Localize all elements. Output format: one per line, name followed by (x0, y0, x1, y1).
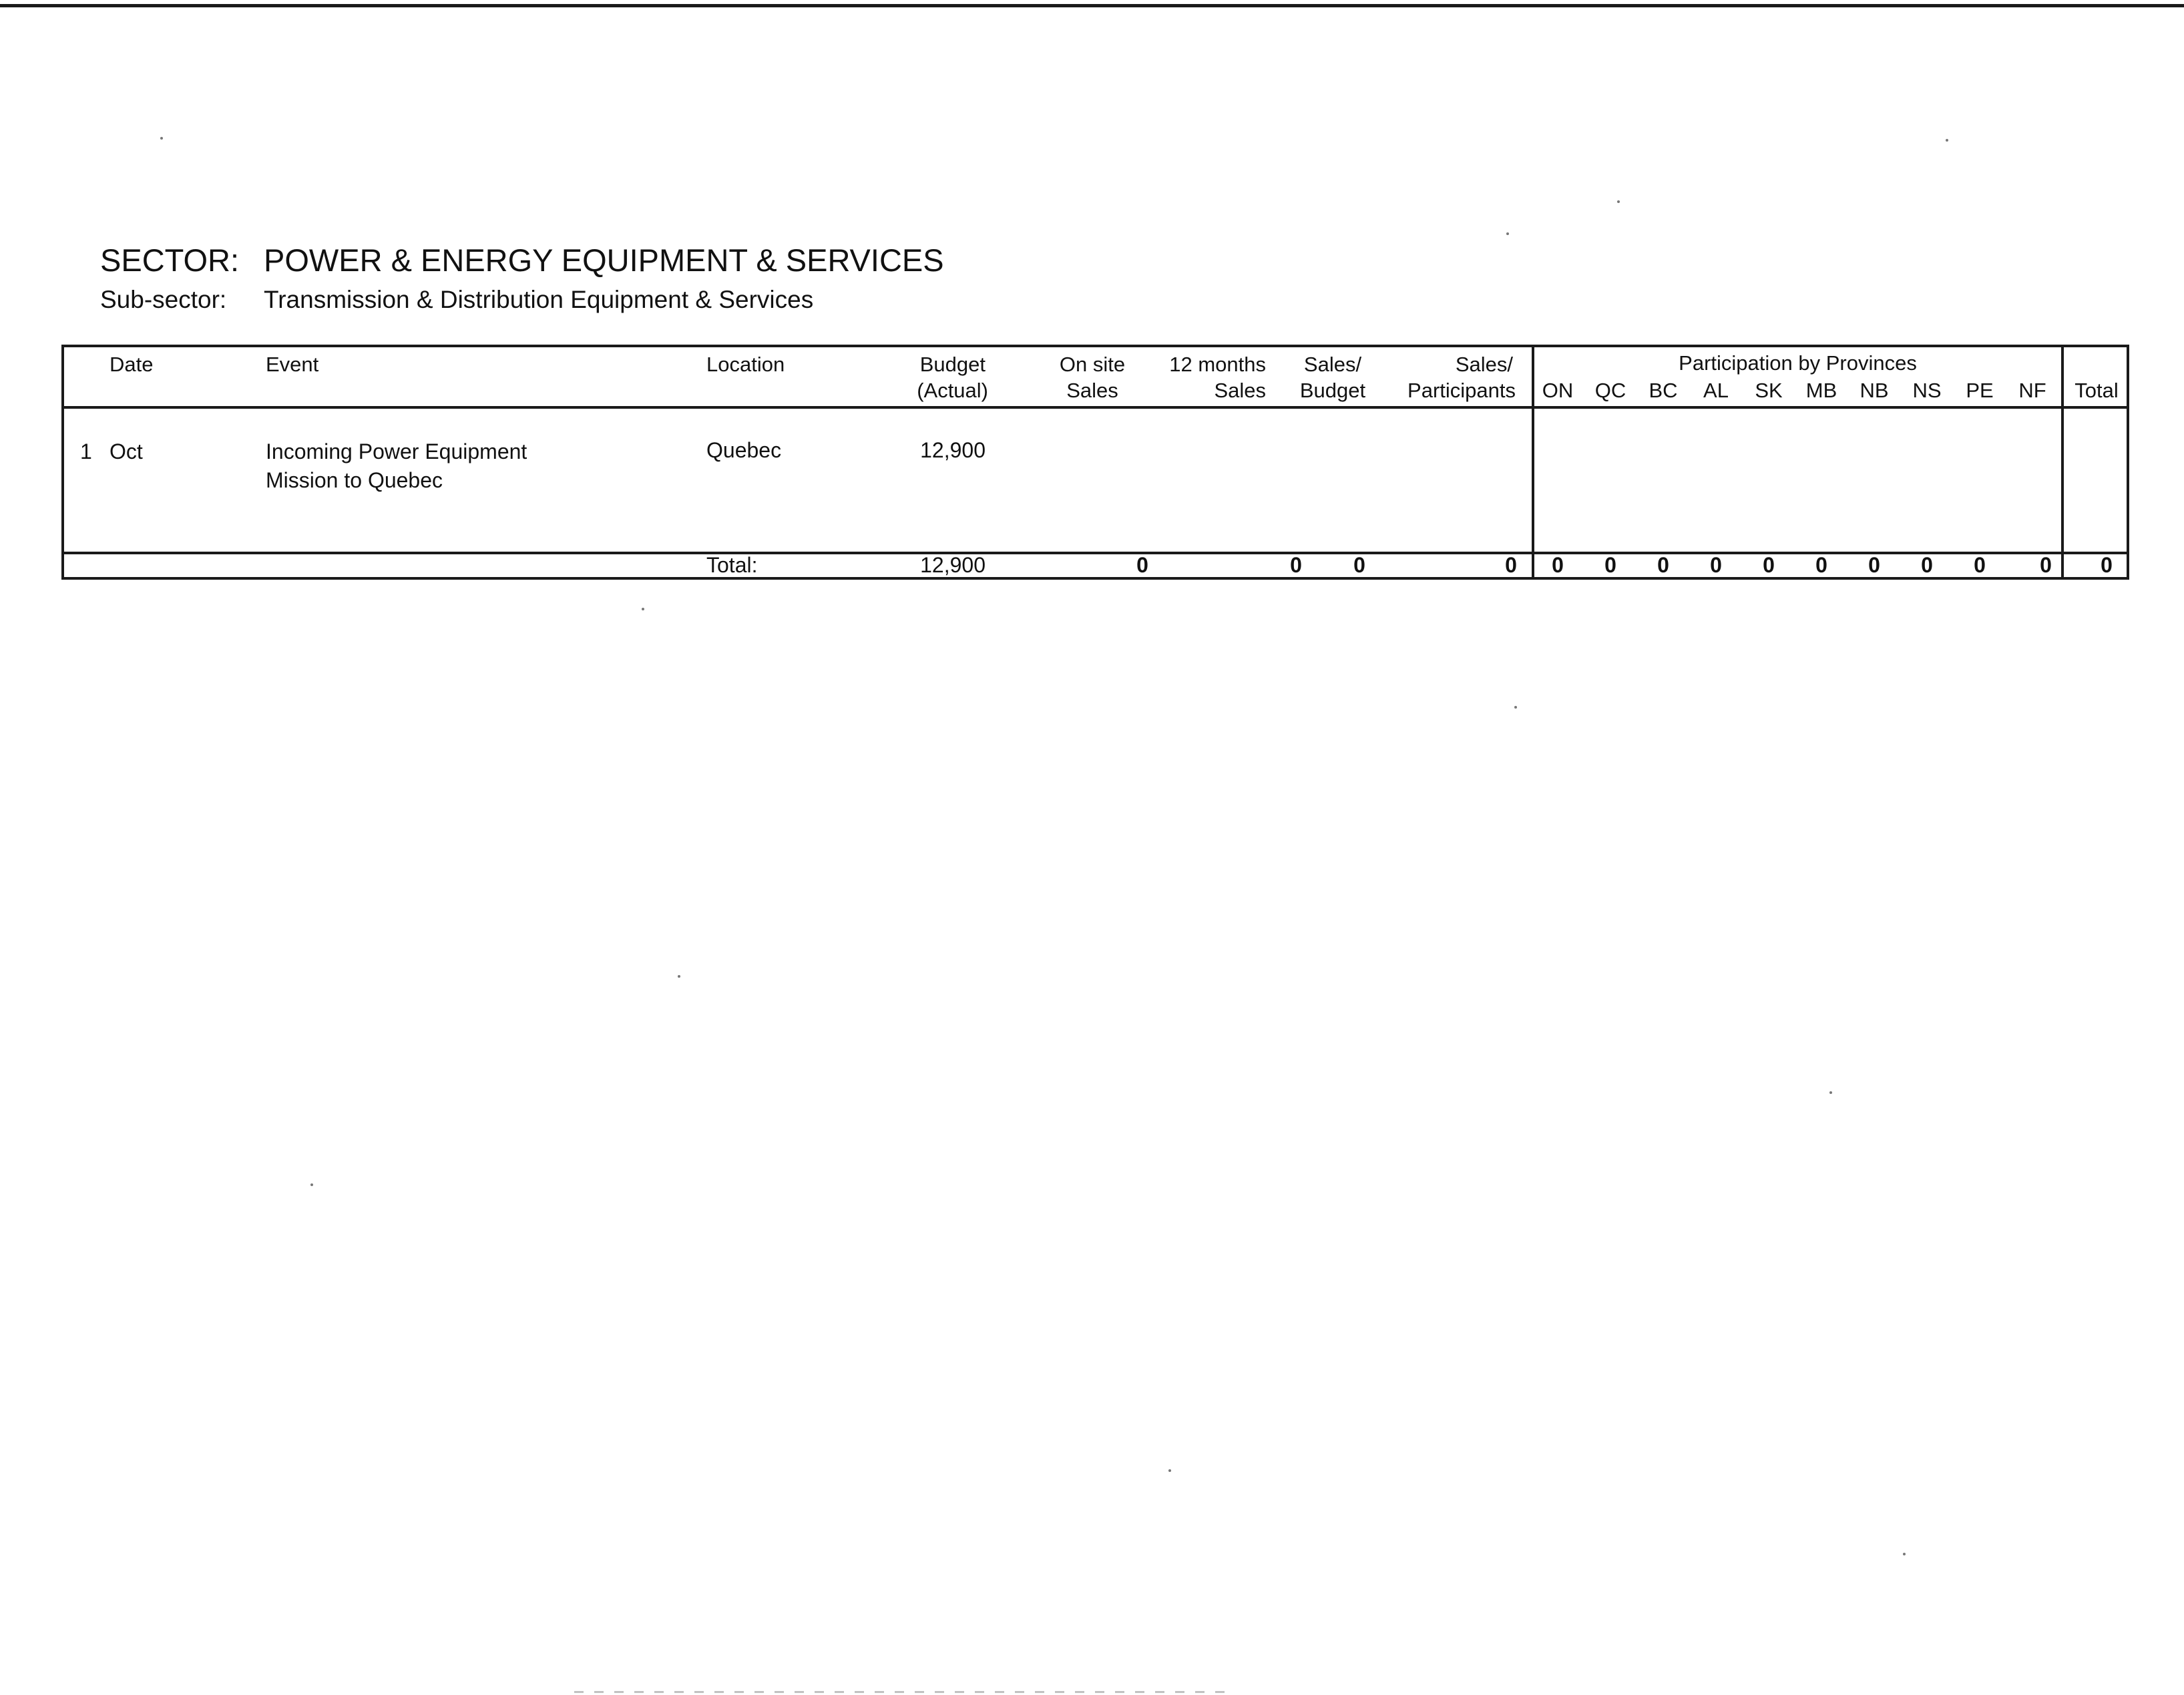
grand-total-value: 0 (2101, 553, 2113, 577)
row-event-line1: Incoming Power Equipment (266, 439, 527, 463)
col-sales-participants-header-2: Participants (1407, 379, 1516, 402)
total-onsite-sales: 0 (1136, 553, 1148, 577)
col-12months-header-2: Sales (1214, 379, 1266, 402)
scan-speck (1514, 706, 1517, 709)
scan-speck (642, 608, 644, 610)
sector-label: SECTOR: (100, 242, 240, 278)
sector-heading (100, 242, 944, 278)
row-budget: 12,900 (920, 438, 986, 462)
total-12months-sales: 0 (1290, 553, 1302, 577)
report-table (61, 345, 2129, 580)
scan-speck (1946, 139, 1948, 142)
col-province-header: SK (1755, 379, 1783, 402)
total-province-value: 0 (1815, 553, 1827, 577)
col-province-header: QC (1594, 379, 1626, 402)
col-sales-budget-header-1: Sales/ (1303, 353, 1362, 376)
col-sales-budget-header-2: Budget (1299, 379, 1366, 402)
scan-speck (1506, 232, 1509, 235)
scan-speck (678, 975, 680, 978)
row-number: 1 (80, 439, 92, 463)
total-province-value: 0 (1974, 553, 1986, 577)
col-12months-header-1: 12 months (1169, 353, 1266, 376)
total-label: Total: (706, 553, 758, 577)
total-province-value: 0 (1868, 553, 1880, 577)
total-province-value: 0 (1763, 553, 1775, 577)
total-province-value: 0 (1552, 553, 1564, 577)
col-province-header: NS (1912, 379, 1942, 402)
subsector-heading (100, 286, 813, 314)
col-province-header: AL (1703, 379, 1729, 402)
total-province-value: 0 (1657, 553, 1669, 577)
header-divider (64, 406, 2127, 409)
total-sales-budget: 0 (1353, 553, 1365, 577)
col-province-header: BC (1649, 379, 1678, 402)
row-event-line2: Mission to Quebec (266, 468, 443, 492)
total-budget: 12,900 (920, 553, 986, 577)
subsector-label: Sub-sector: (100, 286, 227, 313)
scan-speck (160, 137, 163, 140)
total-province-value: 0 (1604, 553, 1616, 577)
scan-speck (1829, 1091, 1832, 1094)
scan-noise (574, 1691, 1229, 1693)
col-total-header: Total (2074, 379, 2119, 402)
col-onsite-header-1: On site (1059, 353, 1126, 376)
total-province-value: 0 (1921, 553, 1933, 577)
sector-value: POWER & ENERGY EQUIPMENT & SERVICES (264, 242, 944, 278)
col-location-header: Location (706, 353, 785, 376)
subsector-value: Transmission & Distribution Equipment & Services (264, 286, 814, 313)
scan-speck (310, 1183, 313, 1186)
col-onsite-header-2: Sales (1066, 379, 1118, 402)
col-province-header: ON (1542, 379, 1574, 402)
col-province-header: PE (1966, 379, 1994, 402)
scan-speck (1903, 1553, 1906, 1555)
col-province-header: NF (2018, 379, 2046, 402)
col-sales-participants-header-1: Sales/ (1455, 353, 1513, 376)
participation-group-header: Participation by Provinces (1679, 351, 1917, 375)
col-province-header: MB (1805, 379, 1837, 402)
top-rule (0, 4, 2184, 7)
col-date-header: Date (110, 353, 154, 376)
col-event-header: Event (266, 353, 319, 376)
total-province-value: 0 (2040, 553, 2052, 577)
col-budget-header-2: (Actual) (917, 379, 988, 402)
col-budget-header-1: Budget (919, 353, 986, 376)
total-province-value: 0 (1710, 553, 1722, 577)
total-sales-participants: 0 (1505, 553, 1517, 577)
participation-left-border (1532, 347, 1534, 577)
row-location: Quebec (706, 438, 782, 462)
row-date: Oct (110, 439, 143, 463)
scan-speck (1168, 1469, 1171, 1472)
col-province-header: NB (1860, 379, 1889, 402)
scan-speck (1617, 200, 1620, 203)
